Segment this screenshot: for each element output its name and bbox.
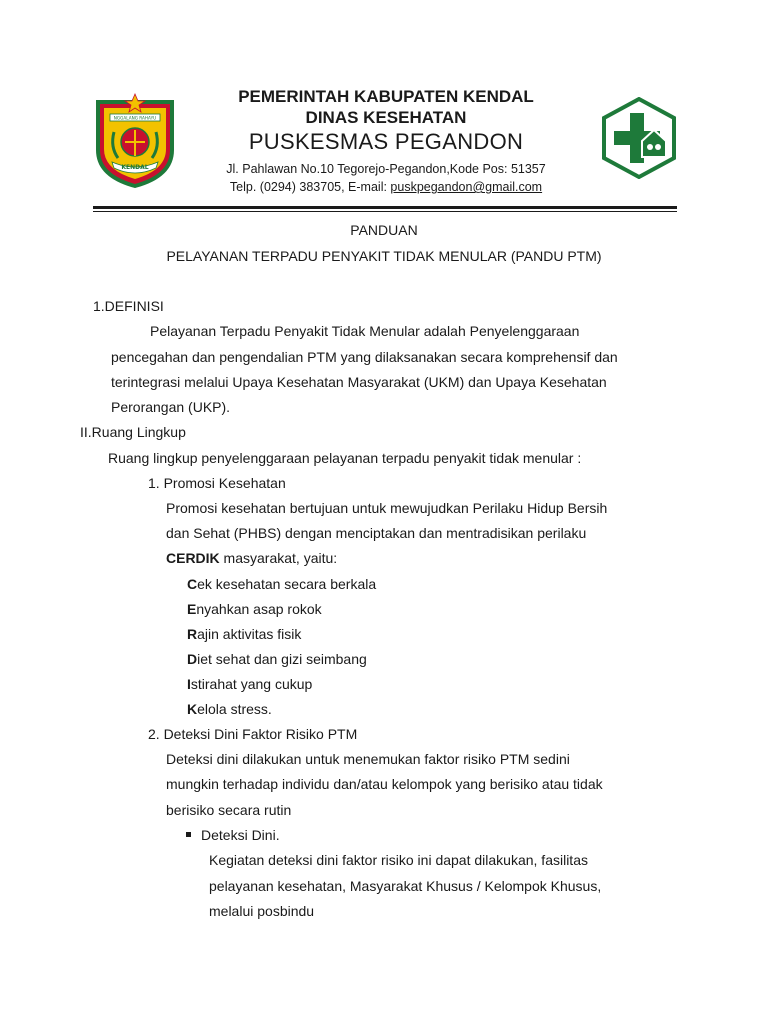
bullet-line: pelayanan kesehatan, Masyarakat Khusus / Kelompok Khusus, bbox=[209, 878, 602, 894]
cerdik-letter: D bbox=[187, 651, 198, 667]
bullet-title: Deteksi Dini. bbox=[201, 827, 280, 843]
header-address: Jl. Pahlawan No.10 Tegorejo-Pegandon,Kode Pos: 51357 bbox=[226, 162, 546, 176]
doc-title: PANDUAN bbox=[350, 222, 418, 238]
header-contact bbox=[196, 178, 576, 196]
cerdik-item bbox=[187, 599, 322, 619]
section-1-line: terintegrasi melalui Upaya Kesehatan Masyarakat (UKM) dan Upaya Kesehatan bbox=[111, 374, 607, 390]
letterhead-rule-thick bbox=[93, 206, 677, 209]
section-1-line: Perorangan (UKP). bbox=[111, 399, 231, 415]
item-2-line: mungkin terhadap individu dan/atau kelompok yang berisiko atau tidak bbox=[166, 776, 603, 792]
svg-text:NGGALANG RAHAYU: NGGALANG RAHAYU bbox=[113, 115, 157, 121]
item-1-line bbox=[166, 548, 337, 568]
item-1-line: dan Sehat (PHBS) dengan menciptakan dan mentradisikan perilaku bbox=[166, 525, 587, 541]
section-1-line: pencegahan dan pengendalian PTM yang dilaksanakan secara komprehensif dan bbox=[111, 349, 618, 365]
cerdik-item bbox=[187, 649, 367, 669]
header-government: PEMERINTAH KABUPATEN KENDAL bbox=[238, 87, 534, 106]
puskesmas-logo bbox=[602, 97, 676, 179]
cerdik-letter: K bbox=[187, 701, 198, 717]
item-1-line: Promosi kesehatan bertujuan untuk mewujudkan Perilaku Hidup Bersih bbox=[166, 500, 608, 516]
item-1-title: 1. Promosi Kesehatan bbox=[148, 475, 286, 491]
square-bullet-icon bbox=[186, 832, 191, 837]
header-puskesmas: PUSKESMAS PEGANDON bbox=[248, 129, 524, 154]
letterhead bbox=[196, 86, 576, 196]
cerdik-acronym: CERDIK bbox=[166, 550, 220, 566]
cerdik-text: elola stress. bbox=[197, 701, 272, 717]
cerdik-item bbox=[187, 674, 312, 694]
item-2-line: berisiko secara rutin bbox=[166, 802, 292, 818]
bullet-item bbox=[186, 825, 280, 845]
doc-subtitle: PELAYANAN TERPADU PENYAKIT TIDAK MENULAR (PANDU PTM) bbox=[166, 248, 602, 264]
section-2-intro: Ruang lingkup penyelenggaraan pelayanan terpadu penyakit tidak menular : bbox=[108, 450, 582, 466]
cerdik-item bbox=[187, 624, 301, 644]
kendal-crest-logo bbox=[92, 92, 178, 188]
cerdik-text: ek kesehatan secara berkala bbox=[197, 576, 377, 592]
header-phone: Telp. (0294) 383705, E-mail: bbox=[229, 180, 391, 194]
cerdik-letter: E bbox=[187, 601, 197, 617]
bullet-line: melalui posbindu bbox=[209, 903, 315, 919]
header-department: DINAS KESEHATAN bbox=[305, 108, 467, 127]
section-1-line: Pelayanan Terpadu Penyakit Tidak Menular adalah Penyelenggaraan bbox=[150, 323, 580, 339]
svg-text:KENDAL: KENDAL bbox=[121, 164, 149, 171]
item-2-line: Deteksi dini dilakukan untuk menemukan faktor risiko PTM sedini bbox=[166, 751, 570, 767]
cerdik-letter: R bbox=[187, 626, 198, 642]
letterhead-rule-thin bbox=[93, 211, 677, 212]
cerdik-text: nyahkan asap rokok bbox=[196, 601, 322, 617]
cerdik-text: stirahat yang cukup bbox=[190, 676, 313, 692]
cerdik-text: ajin aktivitas fisik bbox=[197, 626, 302, 642]
bullet-line: Kegiatan deteksi dini faktor risiko ini dapat dilakukan, fasilitas bbox=[209, 852, 588, 868]
item-2-title: 2. Deteksi Dini Faktor Risiko PTM bbox=[148, 726, 358, 742]
cerdik-letter: I bbox=[187, 676, 191, 692]
cerdik-item bbox=[187, 699, 272, 719]
section-1-heading: 1.DEFINISI bbox=[93, 298, 164, 314]
section-2-heading: II.Ruang Lingkup bbox=[80, 424, 186, 440]
cerdik-item bbox=[187, 574, 376, 594]
cerdik-text: iet sehat dan gizi seimbang bbox=[197, 651, 367, 667]
cerdik-letter: C bbox=[187, 576, 198, 592]
item-1-line-rest: masyarakat, yaitu: bbox=[219, 550, 338, 566]
header-email-link[interactable]: puskpegandon@gmail.com bbox=[390, 180, 543, 194]
